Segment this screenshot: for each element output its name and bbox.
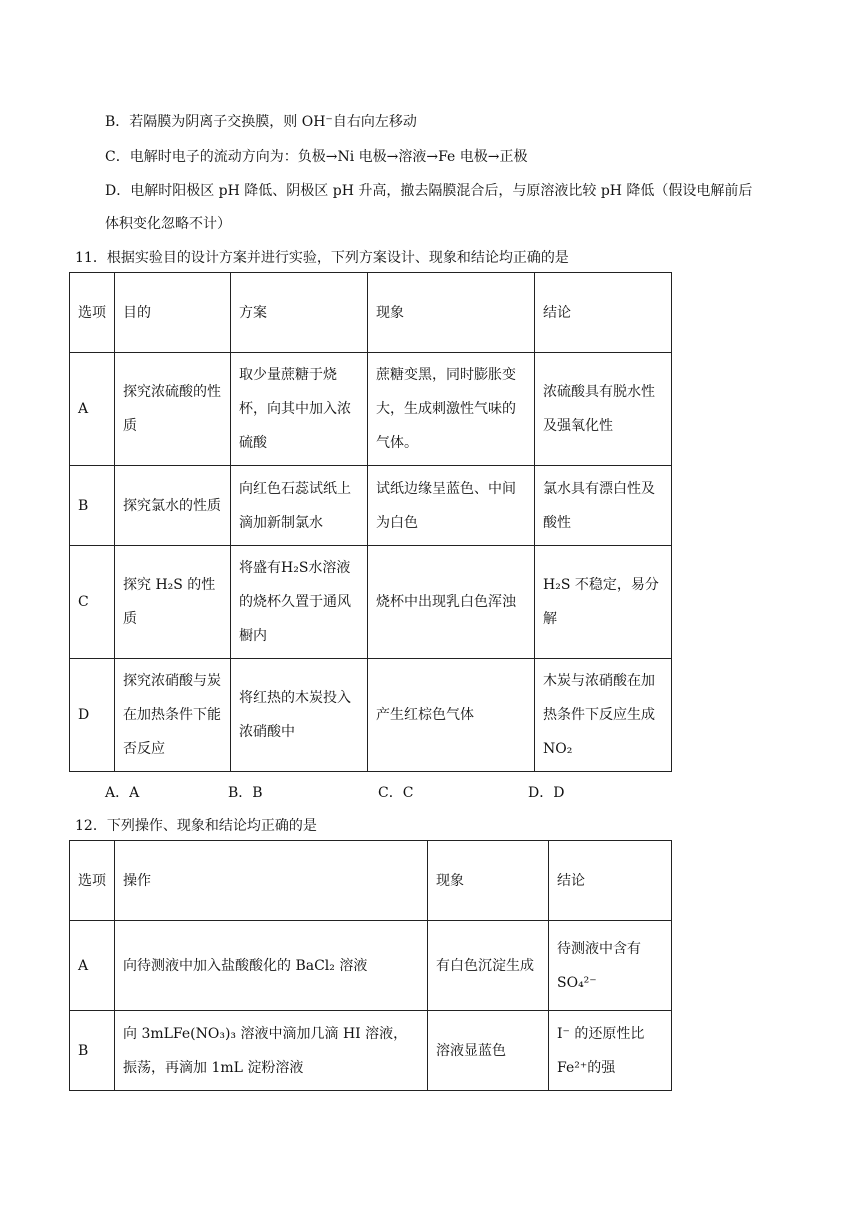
row-conclusion: 待测液中含有 SO₄²⁻ (549, 921, 672, 1011)
question-11-table (69, 272, 672, 772)
row-plan: 向红色石蕊试纸上滴加新制氯水 (231, 466, 368, 546)
header-conclusion: 结论 (535, 273, 672, 353)
row-purpose: 探究浓硝酸与炭在加热条件下能否反应 (115, 659, 231, 772)
header-phenomenon: 现象 (428, 841, 549, 921)
table-row (70, 466, 672, 546)
table-row (70, 546, 672, 659)
row-phenomenon: 烧杯中出现乳白色浑浊 (368, 546, 535, 659)
answer-option-a[interactable]: A．A (105, 785, 140, 801)
question-11-title: 11．根据实验目的设计方案并进行实验，下列方案设计、现象和结论均正确的是 (75, 250, 569, 266)
table-row (70, 1011, 672, 1091)
row-plan: 将红热的木炭投入浓硝酸中 (231, 659, 368, 772)
row-label: B (70, 466, 115, 546)
row-conclusion: 浓硫酸具有脱水性及强氧化性 (535, 353, 672, 466)
table-row (70, 659, 672, 772)
header-operation: 操作 (115, 841, 428, 921)
row-purpose: 探究浓硫酸的性质 (115, 353, 231, 466)
table-header-row (70, 841, 672, 921)
row-phenomenon: 蔗糖变黑，同时膨胀变大，生成刺激性气味的气体。 (368, 353, 535, 466)
prev-option-b: B．若隔膜为阴离子交换膜，则 OH⁻自右向左移动 (105, 114, 417, 130)
row-phenomenon: 有白色沉淀生成 (428, 921, 549, 1011)
row-phenomenon: 试纸边缘呈蓝色、中间为白色 (368, 466, 535, 546)
row-operation: 向待测液中加入盐酸酸化的 BaCl₂ 溶液 (115, 921, 428, 1011)
header-option: 选项 (70, 841, 115, 921)
row-phenomenon: 溶液显蓝色 (428, 1011, 549, 1091)
answer-option-d[interactable]: D．D (528, 785, 565, 801)
row-label: A (70, 353, 115, 466)
row-purpose: 探究氯水的性质 (115, 466, 231, 546)
prev-option-d-continued: 体积变化忽略不计） (105, 216, 231, 232)
prev-option-c: C．电解时电子的流动方向为：负极→Ni 电极→溶液→Fe 电极→正极 (105, 149, 528, 165)
row-label: A (70, 921, 115, 1011)
header-option: 选项 (70, 273, 115, 353)
table-row (70, 921, 672, 1011)
row-plan: 将盛有H₂S水溶液的烧杯久置于通风橱内 (231, 546, 368, 659)
table-header-row (70, 273, 672, 353)
row-purpose: 探究 H₂S 的性质 (115, 546, 231, 659)
question-12-table (69, 840, 672, 1091)
row-conclusion: 木炭与浓硝酸在加热条件下反应生成 NO₂ (535, 659, 672, 772)
row-plan: 取少量蔗糖于烧杯，向其中加入浓硫酸 (231, 353, 368, 466)
row-conclusion: I⁻ 的还原性比 Fe²⁺的强 (549, 1011, 672, 1091)
answer-option-b[interactable]: B．B (228, 785, 263, 801)
row-label: D (70, 659, 115, 772)
header-plan: 方案 (231, 273, 368, 353)
header-conclusion: 结论 (549, 841, 672, 921)
table-row (70, 353, 672, 466)
row-label: C (70, 546, 115, 659)
row-operation: 向 3mLFe(NO₃)₃ 溶液中滴加几滴 HI 溶液，振荡，再滴加 1mL 淀粉溶液 (115, 1011, 428, 1091)
row-label: B (70, 1011, 115, 1091)
question-12-title: 12．下列操作、现象和结论均正确的是 (75, 818, 317, 834)
row-conclusion: 氯水具有漂白性及酸性 (535, 466, 672, 546)
answer-option-c[interactable]: C．C (378, 785, 414, 801)
header-purpose: 目的 (115, 273, 231, 353)
row-phenomenon: 产生红棕色气体 (368, 659, 535, 772)
header-phenomenon: 现象 (368, 273, 535, 353)
row-conclusion: H₂S 不稳定，易分解 (535, 546, 672, 659)
prev-option-d: D．电解时阳极区 pH 降低、阴极区 pH 升高，撤去隔膜混合后，与原溶液比较 pH 降低（假设电解前后 (105, 183, 753, 199)
